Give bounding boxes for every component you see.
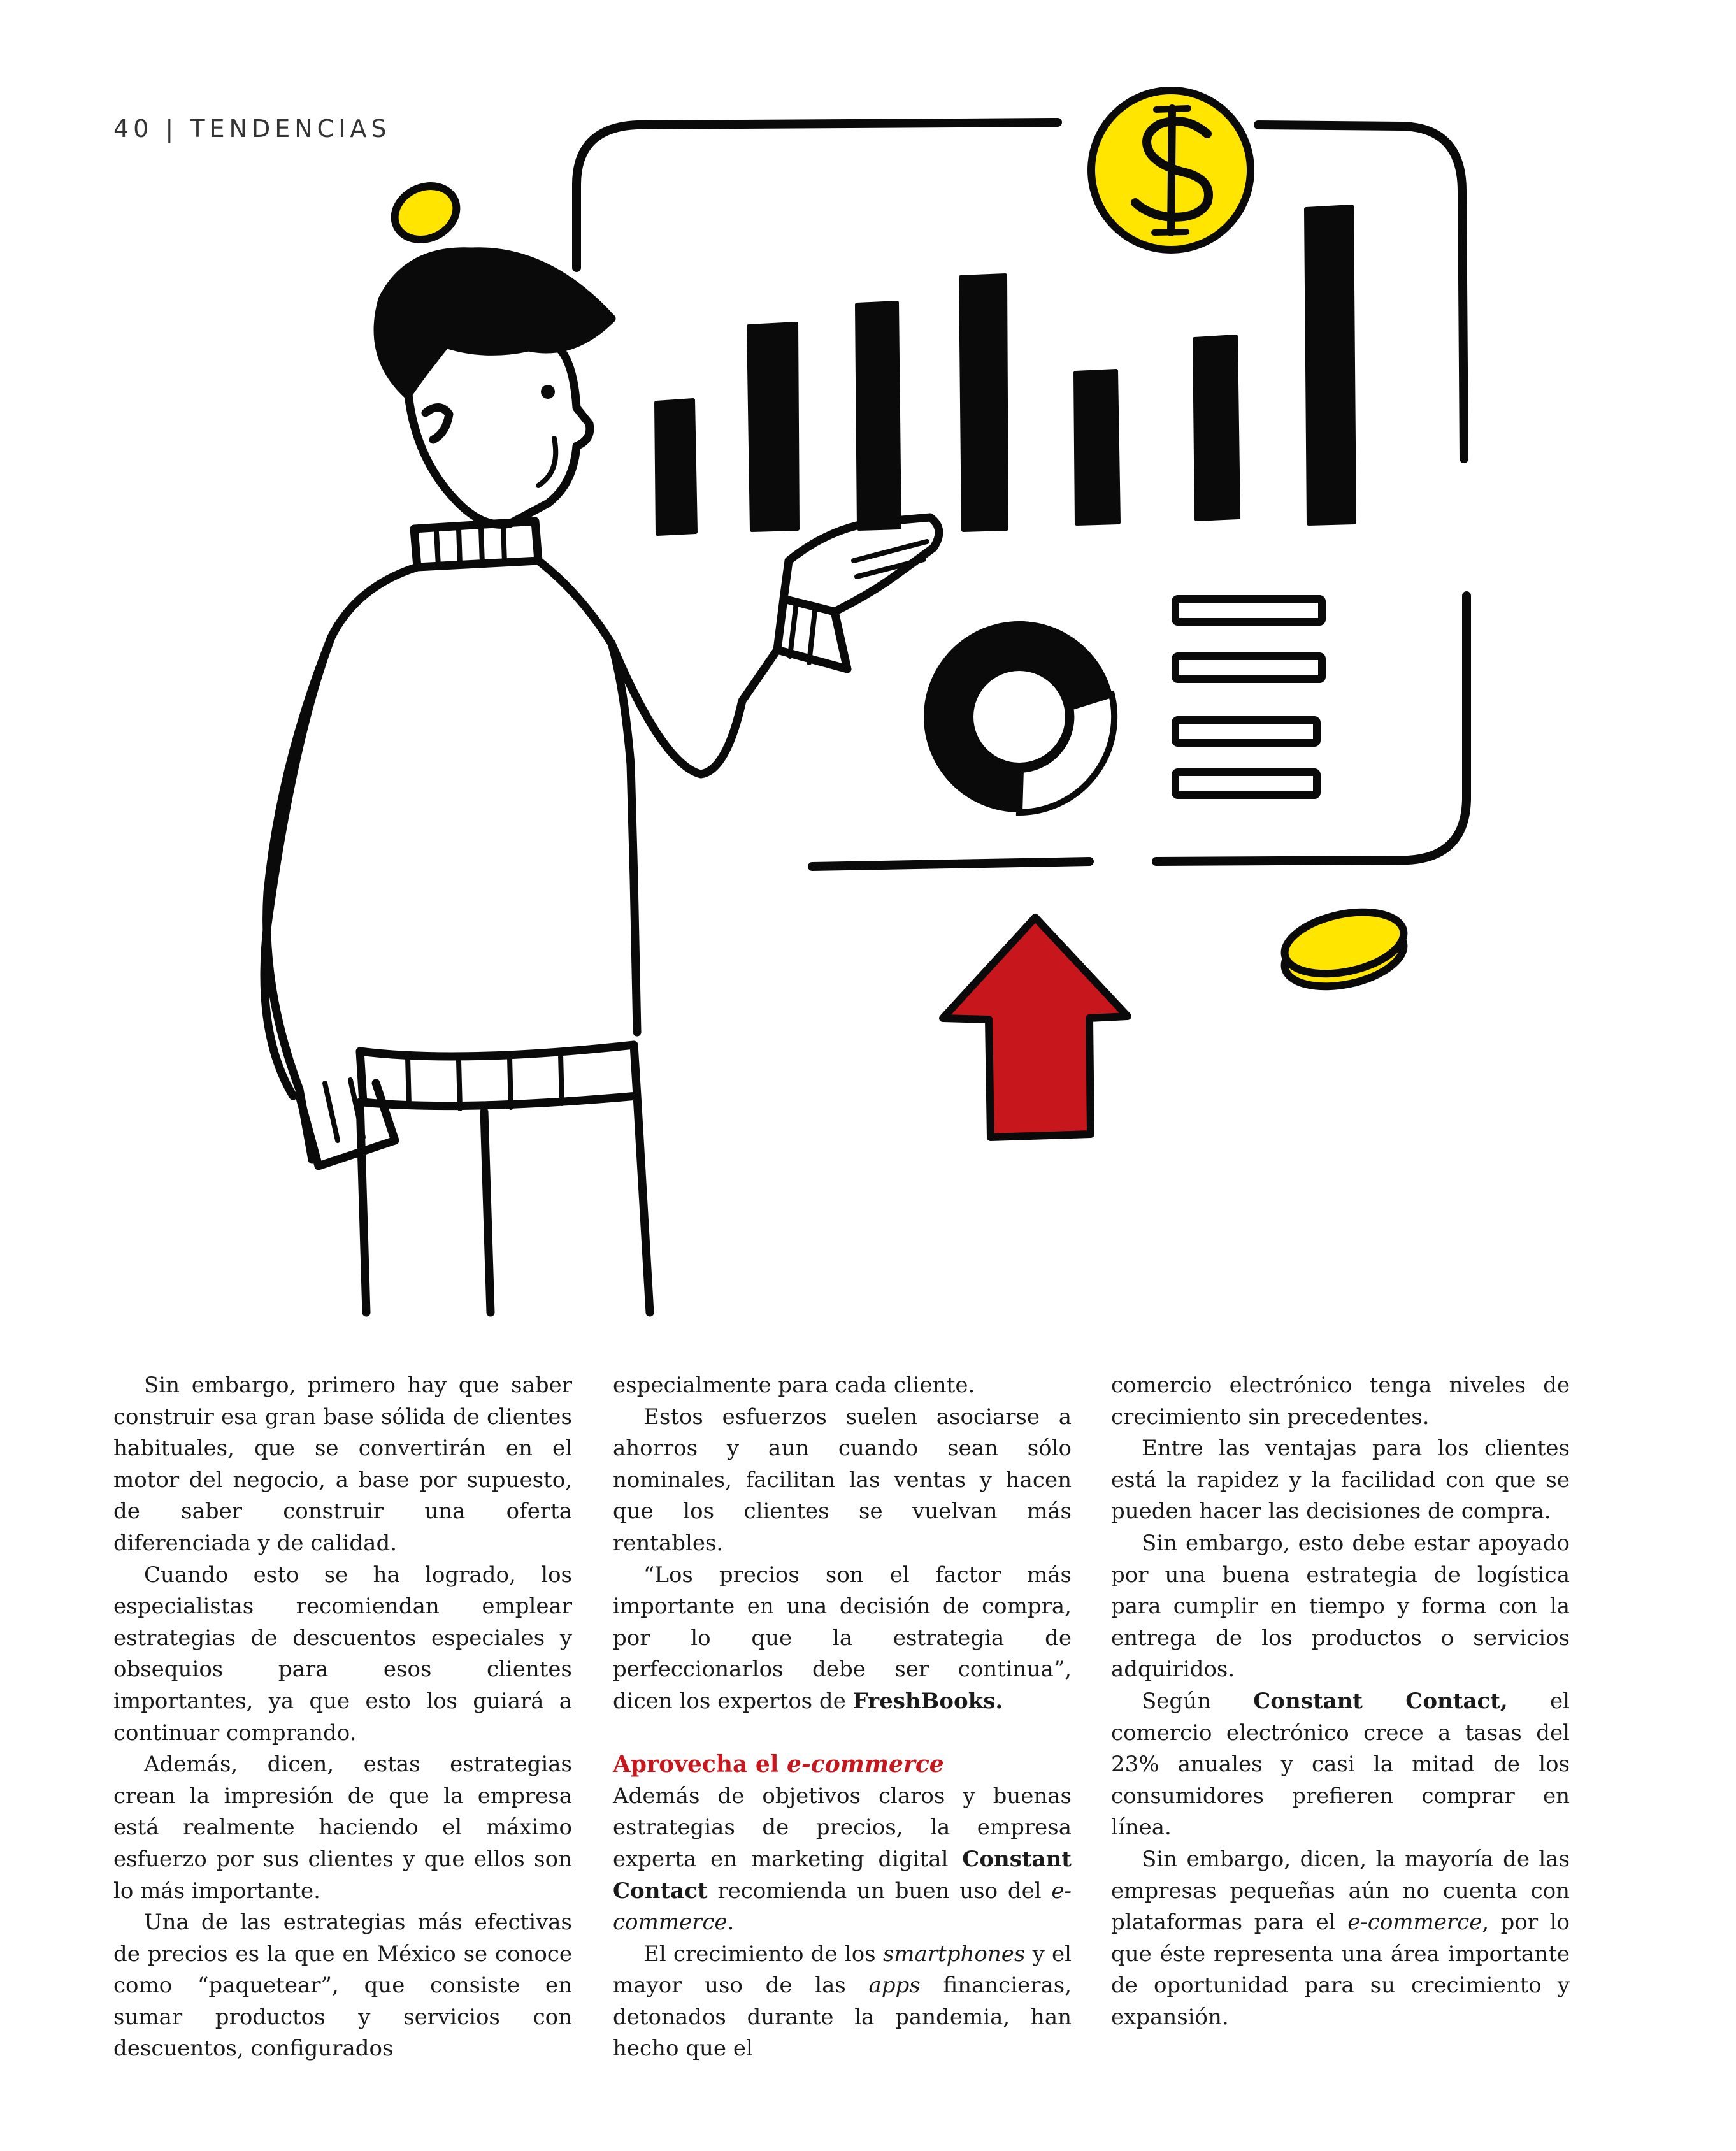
emphasis: e-commerce [1347, 1910, 1482, 1936]
paragraph [1111, 1686, 1570, 1844]
paragraph-text: financieras, detonados durante la pandemia, han hecho que el [613, 1973, 1072, 2062]
paragraph-text: y el mayor uso de las [613, 1941, 1072, 1999]
emphasis: apps [868, 1973, 921, 1999]
paragraph-text: “Los precios son el factor más importante en una decisión de compra, por lo que la estrategia de perfeccionarlos debe ser continua”, dicen los expertos de [613, 1562, 1072, 1714]
paragraph: Además, dicen, estas estrategias crean la impresión de que la empresa está realmente haciendo el máximo esfuerzo por sus clientes y que ellos son lo más importante. [113, 1752, 572, 1904]
bar-chart-icon [656, 206, 1354, 534]
paragraph [1111, 1844, 1570, 2034]
paragraph: Entre las ventajas para los clientes está la rapidez y la facilidad con que se pueden hacer las decisiones de compra. [1111, 1435, 1570, 1525]
paragraph: Sin embargo, primero hay que saber construir esa gran base sólida de clientes habituales, que se convertirán en el motor del negocio, a base por supuesto, de saber construir una oferta diferenciada y de calidad. [113, 1372, 572, 1556]
paragraph-text: recomienda un buen uso del [707, 1878, 1052, 1904]
article-column-3 [1111, 1370, 1570, 2033]
company-name: Constant Contact [613, 1846, 1072, 1904]
person-icon [264, 252, 939, 1313]
up-arrow-icon [943, 917, 1128, 1137]
dollar-coin-icon [1091, 90, 1251, 250]
paragraph: especialmente para cada cliente. [613, 1372, 975, 1398]
illustration [242, 70, 1497, 1338]
paragraph-text: Según [1142, 1688, 1254, 1714]
paragraph: comercio electrónico tenga niveles de crecimiento sin precedentes. [1111, 1372, 1570, 1430]
paragraph-text: . [727, 1910, 735, 1936]
emphasis: smartphones [882, 1941, 1026, 1967]
paragraph [613, 1781, 1072, 1939]
paragraph-text: Además de objetivos claros y buenas estrategias de precios, la empresa experta en marketing digital [613, 1783, 1072, 1872]
subhead-text: Aprovecha el [613, 1751, 787, 1778]
subhead-emphasis: e-commerce [786, 1751, 944, 1778]
emphasis: e-commerce [613, 1878, 1072, 1936]
article-column-2 [613, 1370, 1072, 2065]
paragraph-text: Sin embargo, dicen, la mayoría de las empresas pequeñas aún no cuenta con plataformas para el [1111, 1846, 1570, 1936]
paragraph: Sin embargo, esto debe estar apoyado por una buena estrategia de logística para cumplir en tiempo y forma con la entrega de los productos o servicios adquiridos. [1111, 1530, 1570, 1683]
running-head: 40 | TENDENCIAS [113, 115, 391, 143]
paragraph: Cuando esto se ha logrado, los especialistas recomiendan emplear estrategias de descuentos especiales y obsequios para esos clientes importantes, ya que esto los guiará a continuar comprando. [113, 1562, 572, 1746]
paragraph-text: el comercio electrónico crece a tasas del 23% anuales y casi la mitad de los consumidores prefieren comprar en línea. [1111, 1688, 1570, 1841]
paragraph: Estos esfuerzos suelen asociarse a ahorros y aun cuando sean sólo nominales, facilitan las ventas y hacen que los clientes se vuelvan más rentables. [613, 1404, 1072, 1556]
paragraph [613, 1560, 1072, 1718]
company-name: Constant Contact, [1253, 1688, 1508, 1714]
source-name: FreshBooks. [852, 1688, 1003, 1714]
text-lines-icon [1175, 599, 1322, 795]
section-subhead [613, 1749, 1072, 1781]
paragraph: Una de las estrategias más efectivas de precios es la que en México se conoce como “paquetear”, que consiste en sumar productos y servicios con descuentos, configurados [113, 1910, 572, 2062]
donut-chart-icon [924, 621, 1115, 812]
paragraph-text: , por lo que éste representa una área importante de oportunidad para su crecimiento y expansión. [1111, 1910, 1570, 2030]
article-column-1 [113, 1370, 572, 2065]
paragraph-text: El crecimiento de los [643, 1941, 883, 1967]
paragraph [613, 1939, 1072, 2065]
